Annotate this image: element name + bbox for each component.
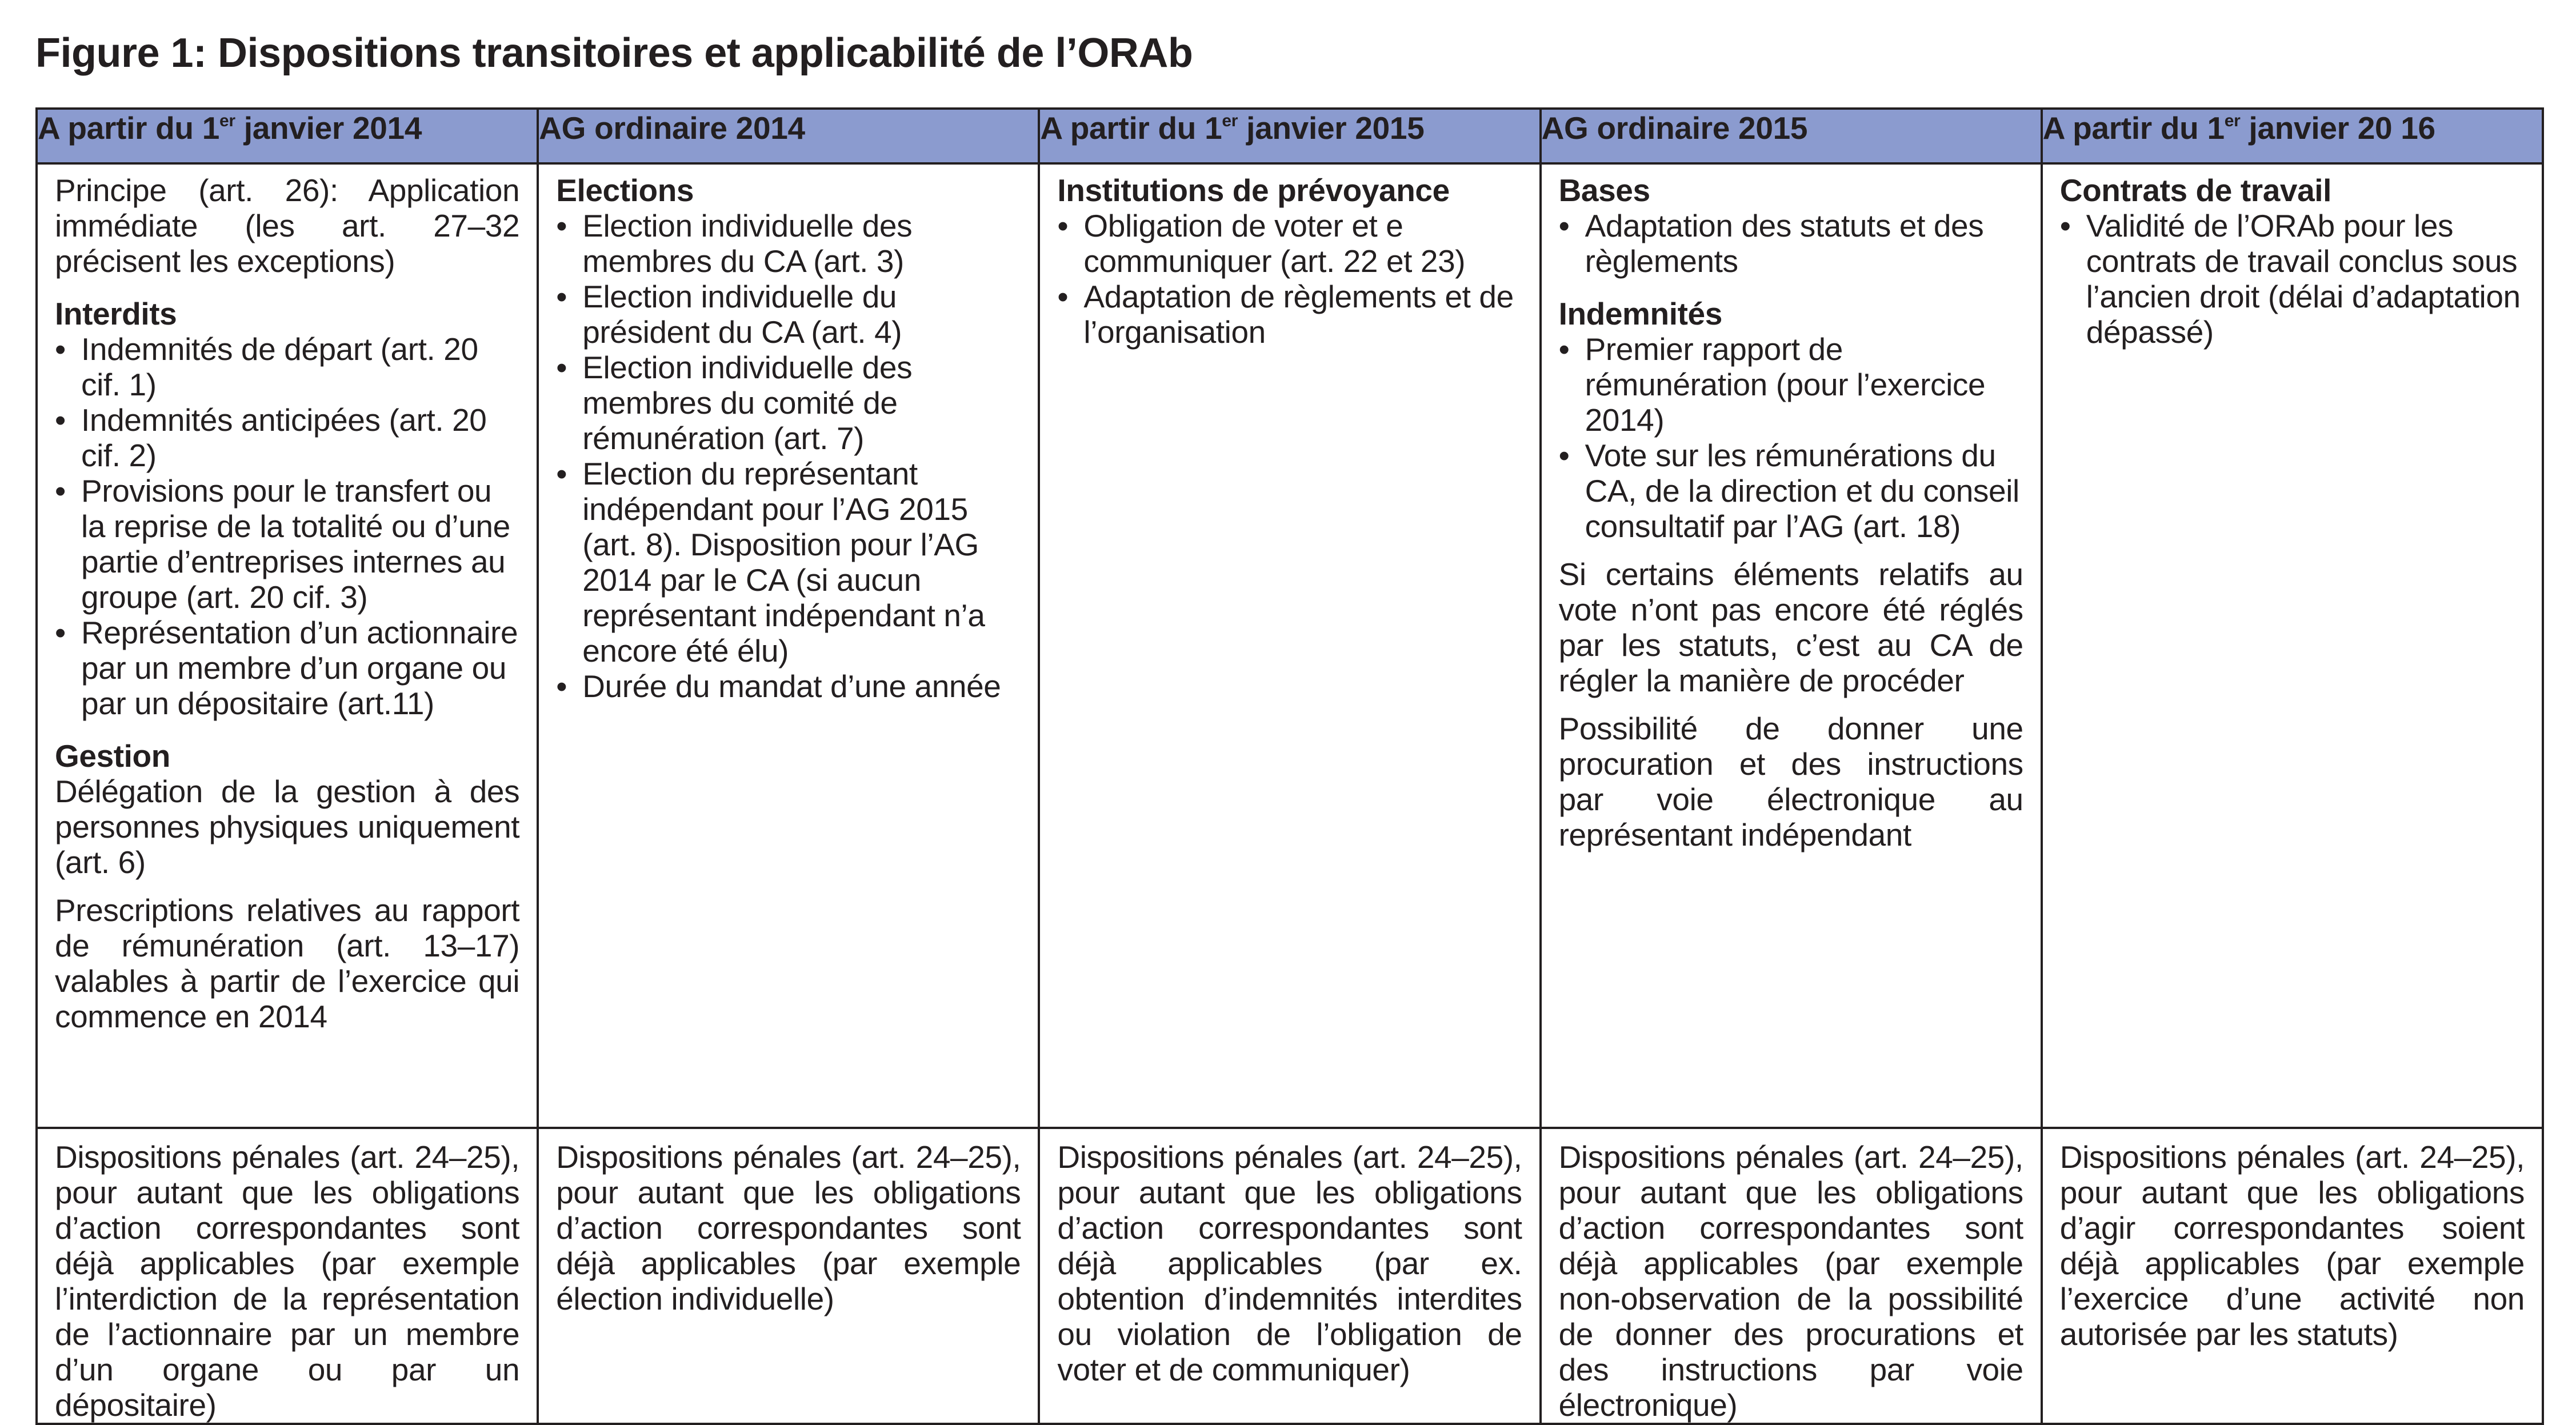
prevoyance-heading: Institutions de prévoyance bbox=[1057, 173, 1450, 208]
transition-table bbox=[35, 107, 2544, 1425]
list-item: • Adaptation de règlements et de l’organisation bbox=[1057, 279, 1514, 350]
elections-heading: Elections bbox=[556, 173, 694, 208]
list-item: • Election individuelle des membres du CA (art. 3) bbox=[556, 208, 913, 279]
list-item: • Election individuelle des membres du comité de rémunération (art. 7) bbox=[556, 350, 913, 456]
principle-text: Principe (art. 26): Application immédiate (les art. 27–32 précisent les exceptions) bbox=[55, 173, 520, 279]
list-item: • Représentation d’un actionnaire par un membre d’un organe ou par un dépositaire (art.11) bbox=[55, 615, 518, 721]
contrats-list bbox=[2060, 208, 2525, 350]
list-item: • Election du représentant indépendant pour l’AG 2015 (art. 8). Disposition pour l’AG 2014 par le CA (si aucun représentant indépendant n’a encore été élu) bbox=[556, 456, 985, 669]
penal-cell-ag-2015: Dispositions pénales (art. 24–25), pour autant que les obligations d’action correspondantes sont déjà applicables (par exemple non-observation de la possibilité de donner des procurations et des instructions par voie électronique) bbox=[1541, 1128, 2042, 1424]
cell-ag-2015 bbox=[1541, 163, 2042, 1128]
list-item: • Obligation de voter et e communiquer (art. 22 et 23) bbox=[1057, 208, 1466, 279]
list-item: • Provisions pour le transfert ou la reprise de la totalité ou d’une partie d’entreprises internes au groupe (art. 20 cif. 3) bbox=[55, 473, 510, 615]
column-header-ag-2015: AG ordinaire 2015 bbox=[1541, 109, 2042, 163]
column-header-2015: A partir du 1er janvier 2015 bbox=[1039, 109, 1540, 163]
list-item: • Premier rapport de rémunération (pour l’exercice 2014) bbox=[1558, 331, 1986, 438]
penal-cell-ag-2014: Dispositions pénales (art. 24–25), pour autant que les obligations d’action correspondantes sont déjà applicables (par exemple élection individuelle) bbox=[538, 1128, 1039, 1424]
indemnites-list bbox=[1559, 331, 2023, 544]
provisions-row bbox=[37, 163, 2543, 1128]
cell-2015 bbox=[1039, 163, 1540, 1128]
cell-2016 bbox=[2042, 163, 2543, 1128]
proxy-text: Possibilité de donner une procuration et des instructions par voie électronique au représentant indépendant bbox=[1558, 711, 2023, 852]
column-header-2014: A partir du 1er janvier 2014 bbox=[37, 109, 538, 163]
cell-2014 bbox=[37, 163, 538, 1128]
column-header-2016: A partir du 1er janvier 20 16 bbox=[2042, 109, 2543, 163]
list-item: • Election individuelle du président du CA (art. 4) bbox=[556, 279, 902, 350]
list-item: • Adaptation des statuts et des règlements bbox=[1558, 208, 1984, 279]
list-item: • Indemnités de départ (art. 20 cif. 1) bbox=[55, 331, 478, 402]
list-item: • Vote sur les rémunérations du CA, de la direction et du conseil consultatif par l’AG (art. 18) bbox=[1558, 438, 2019, 544]
penal-cell-2015: Dispositions pénales (art. 24–25), pour autant que les obligations d’action correspondantes sont déjà applicables (par ex. obtention d’indemnités interdites ou violation de l’obligation de voter et de communiquer) bbox=[1039, 1128, 1540, 1424]
voting-rules-text: Si certains éléments relatifs au vote n’ont pas encore été réglés par les statuts, c’est au CA de régler la manière de procéder bbox=[1558, 557, 2023, 698]
prevoyance-list bbox=[1057, 208, 1522, 350]
bases-heading: Bases bbox=[1558, 173, 1650, 208]
list-item: • Validité de l’ORAb pour les contrats de travail conclus sous l’ancien droit (délai d’adaptation dépassé) bbox=[2059, 208, 2521, 350]
interdits-list bbox=[55, 331, 519, 721]
penal-provisions-row bbox=[37, 1128, 2543, 1424]
list-item: • Indemnités anticipées (art. 20 cif. 2) bbox=[55, 402, 487, 473]
penal-cell-2016: Dispositions pénales (art. 24–25), pour autant que les obligations d’agir correspondantes soient déjà applicables (par exemple l’exercice d’une activité non autorisée par les statuts) bbox=[2042, 1128, 2543, 1424]
bases-list bbox=[1559, 208, 2023, 279]
contrats-heading: Contrats de travail bbox=[2059, 173, 2332, 208]
indemnites-heading: Indemnités bbox=[1558, 296, 1722, 331]
figure-title: Figure 1: Dispositions transitoires et applicabilité de l’ORAb bbox=[35, 30, 1193, 76]
prescriptions-text: Prescriptions relatives au rapport de rémunération (art. 13–17) valables à partir de l’exercice qui commence en 2014 bbox=[55, 892, 520, 1034]
interdits-heading: Interdits bbox=[55, 296, 177, 331]
elections-list bbox=[556, 208, 1021, 704]
penal-cell-2014: Dispositions pénales (art. 24–25), pour autant que les obligations d’action correspondantes sont déjà applicables (par exemple l’interdiction de la représentation de l’actionnaire par un membre d’un organe ou par un dépositaire) bbox=[37, 1128, 538, 1424]
gestion-heading: Gestion bbox=[55, 738, 170, 774]
header-row bbox=[37, 109, 2543, 163]
list-item: • Durée du mandat d’une année bbox=[556, 669, 1001, 704]
column-header-ag-2014: AG ordinaire 2014 bbox=[538, 109, 1039, 163]
gestion-text: Délégation de la gestion à des personnes physiques uniquement (art. 6) bbox=[55, 774, 520, 880]
cell-ag-2014 bbox=[538, 163, 1039, 1128]
